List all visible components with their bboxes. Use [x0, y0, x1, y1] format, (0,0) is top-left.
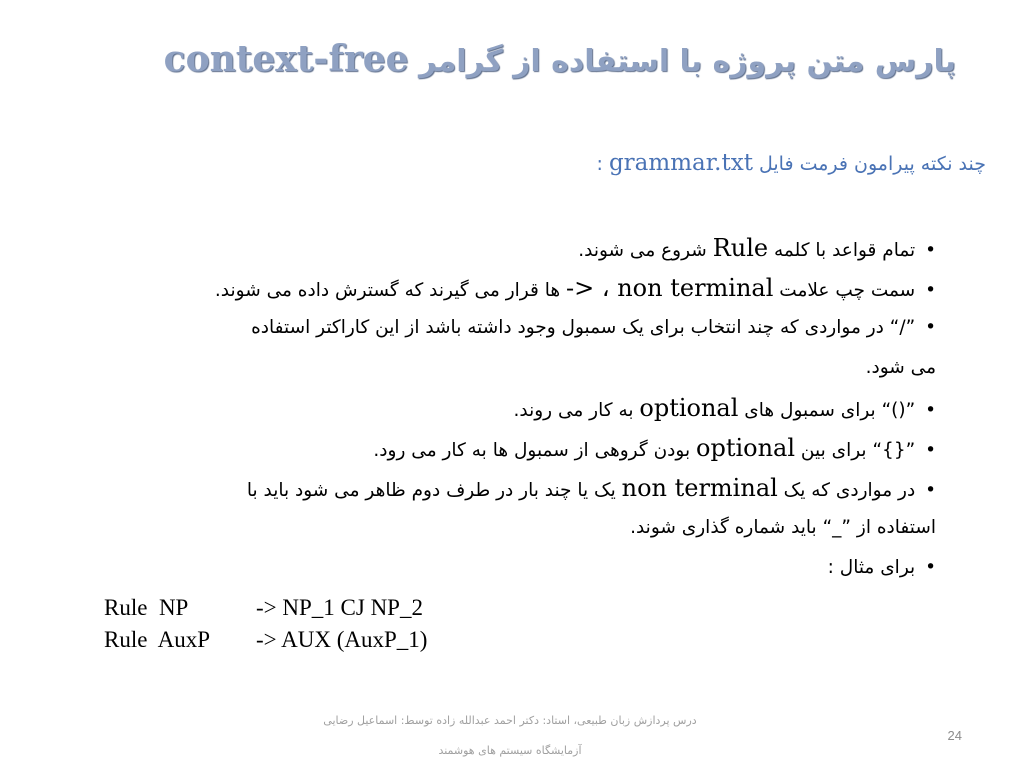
line-text: به کار می روند. — [513, 400, 640, 421]
rule-lhs: Rule NP — [104, 595, 189, 620]
bullet-dot: • — [925, 480, 936, 501]
rule-rhs: -> AUX (AuxP_1) — [256, 627, 428, 652]
bullet-line — [76, 268, 936, 308]
bullet-dot: • — [925, 440, 936, 461]
bullet-dot: • — [925, 557, 936, 578]
slide-subtitle — [86, 150, 986, 176]
bullet-dot: • — [925, 280, 936, 301]
example-rule — [104, 624, 427, 656]
continuation-line — [76, 348, 936, 388]
line-latin-term: optional — [696, 434, 796, 462]
line-text: ها قرار می گیرند که گسترش داده می شوند. — [214, 280, 566, 301]
line-text: تمام قواعد با کلمه — [768, 240, 916, 261]
bullet-line — [76, 428, 936, 468]
footer-lab-name: آزمایشگاه سیستم های هوشمند — [438, 744, 582, 757]
line-latin-term: optional — [639, 394, 739, 422]
bullet-line — [76, 548, 936, 588]
title-persian-text: پارس متن پروژه با استفاده از گرامر — [419, 44, 956, 79]
rule-rhs: -> NP_1 CJ NP_2 — [256, 595, 423, 620]
bullet-line — [76, 388, 936, 428]
grammar-example — [104, 592, 427, 656]
bullet-dot: • — [925, 400, 936, 421]
line-text: بودن گروهی از سمبول ها به کار می رود. — [373, 440, 696, 461]
bullet-line — [76, 228, 936, 268]
footer-course-credit: درس پردازش زبان طبیعی، استاد: دکتر احمد عبدالله زاده توسط: اسماعیل رضایی — [323, 714, 697, 727]
subtitle-filename: grammar.txt — [608, 150, 753, 176]
bullet-list — [76, 228, 936, 588]
subtitle-persian-text: چند نکته پیرامون فرمت فایل — [759, 153, 986, 175]
line-text: برای مثال : — [827, 557, 916, 578]
slide-title — [76, 38, 956, 80]
line-text: یک یا چند بار در طرف دوم ظاهر می شود باید با — [246, 480, 622, 501]
bullet-line — [76, 468, 936, 508]
bullet-dot: • — [925, 240, 936, 261]
line-text: سمت چپ علامت — [773, 280, 916, 301]
line-latin-term: Rule — [712, 234, 769, 262]
bullet-line — [76, 308, 936, 348]
bullet-dot: • — [925, 317, 936, 338]
line-text: ”/“ در مواردی که چند انتخاب برای یک سمبول وجود داشته باشد از این کاراکتر استفاده — [251, 317, 916, 338]
line-latin-term: -> ، non terminal — [566, 274, 774, 302]
example-rule — [104, 592, 427, 624]
line-text: ”()“ برای سمبول های — [738, 400, 916, 421]
continuation-line — [76, 508, 936, 548]
line-text: می شود. — [865, 357, 936, 378]
line-text: در مواردی که یک — [777, 480, 916, 501]
line-text: ”{}“ برای بین — [795, 440, 916, 461]
title-latin-text: context-free — [163, 38, 409, 80]
line-text: شروع می شوند. — [578, 240, 713, 261]
subtitle-colon: : — [596, 153, 609, 175]
line-latin-term: non terminal — [621, 474, 778, 502]
rule-lhs: Rule AuxP — [104, 627, 211, 652]
line-text: استفاده از ”_“ باید شماره گذاری شوند. — [630, 517, 936, 538]
page-number: 24 — [947, 728, 962, 743]
